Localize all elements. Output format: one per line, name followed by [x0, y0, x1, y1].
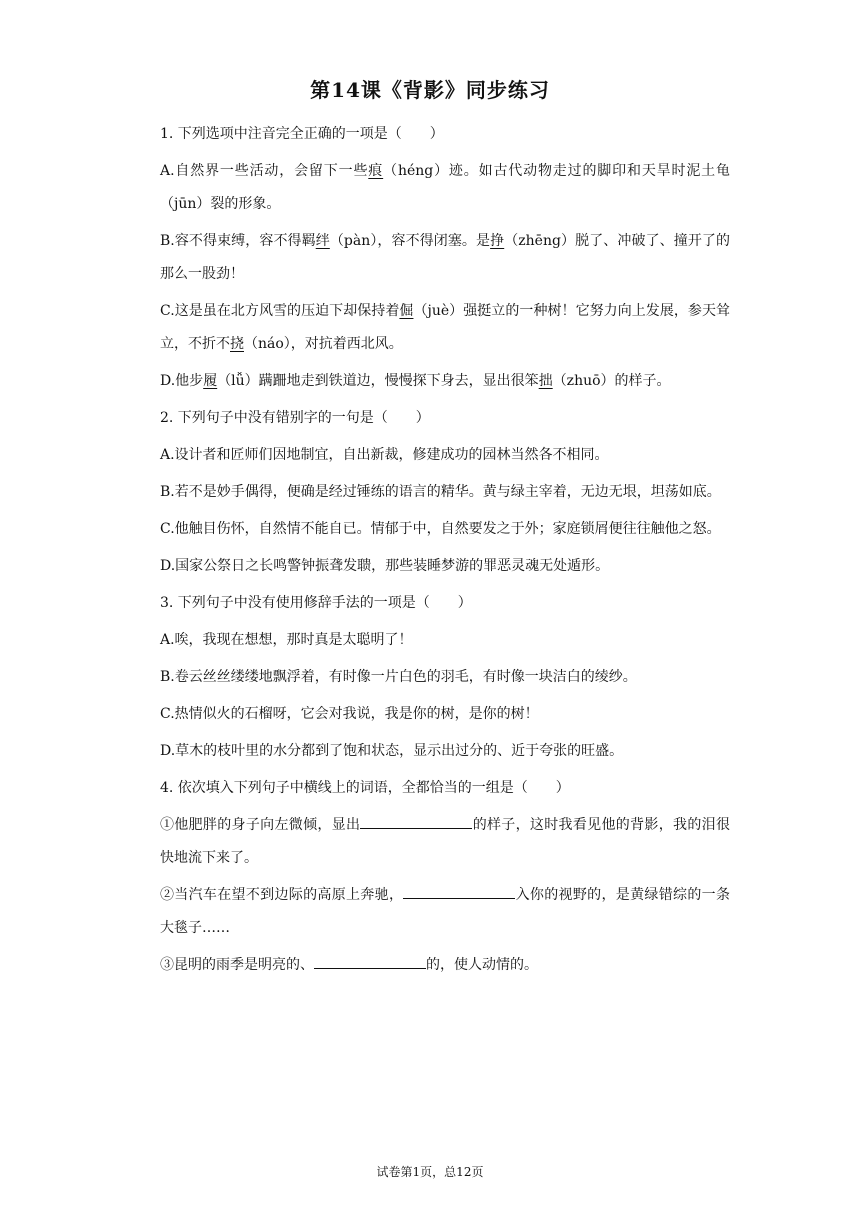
question-2-option-d: D.国家公祭日之长鸣警钟振聋发聩，那些装睡梦游的罪恶灵魂无处遁形。 — [160, 558, 610, 574]
question-4-sentence-3: ③昆明的雨季是明亮的、 的，使人动情的。 — [160, 949, 730, 982]
question-1-stem: 1. 下列选项中注音完全正确的一项是（ ） — [160, 126, 444, 142]
question-2-option-a: A.设计者和匠师们因地制宜，自出新裁，修建成功的园林当然各不相同。 — [160, 447, 609, 463]
fill-blank — [314, 954, 426, 969]
page-title: 第14课《背影》同步练习 — [310, 78, 550, 102]
question-3-option-b: B.卷云丝丝缕缕地飘浮着，有时像一片白色的羽毛，有时像一块洁白的绫纱。 — [160, 669, 637, 685]
question-1-option-a: A.自然界一些活动，会留下一些痕（héng）迹。如古代动物走过的脚印和天旱时泥土龟（jūn）裂的形象。 — [160, 163, 731, 212]
question-3-stem: 3. 下列句子中没有使用修辞手法的一项是（ ） — [160, 595, 472, 611]
fill-blank — [360, 814, 472, 829]
question-4-sentence-2: ②当汽车在望不到边际的高原上奔驰， 入你的视野的，是黄绿错综的一条大毯子…… — [160, 879, 730, 945]
question-list — [160, 118, 730, 986]
question-1-option-b: B.容不得束缚，容不得羁绊（pàn），容不得闭塞。是挣（zhēng）脱了、冲破了、撞开了的那么一股劲！ — [160, 233, 731, 282]
question-1-option-c: C.这是虽在北方风雪的压迫下却保持着倔（juè）强挺立的一种树！它努力向上发展，参天耸立，不折不挠（náo），对抗着西北风。 — [160, 303, 730, 352]
question-4-stem: 4. 依次填入下列句子中横线上的词语，全都恰当的一组是（ ） — [160, 780, 570, 796]
question-2-option-b: B.若不是妙手偶得，便确是经过锤练的语言的精华。黄与绿主宰着，无边无垠，坦荡如底。 — [160, 484, 721, 500]
fill-blank — [403, 884, 515, 899]
question-3-option-c: C.热情似火的石榴呀，它会对我说，我是你的树，是你的树！ — [160, 706, 539, 722]
question-1-option-d: D.他步履（lǚ）蹒跚地走到铁道边，慢慢探下身去，显出很笨拙（zhuō）的样子。 — [160, 373, 671, 389]
question-3-option-a: A.唉，我现在想想，那时真是太聪明了！ — [160, 632, 413, 648]
question-2-stem: 2. 下列句子中没有错别字的一句是（ ） — [160, 410, 430, 426]
question-4-sentence-1: ①他肥胖的身子向左微倾，显出 的样子，这时我看见他的背影，我的泪很快地流下来了。 — [160, 809, 730, 875]
question-2-option-c: C.他触目伤怀，自然情不能自已。情郁于中，自然要发之于外；家庭锁屑便往往触他之怒。 — [160, 521, 721, 537]
page-footer: 试卷第1页，总12页 — [376, 1165, 484, 1179]
question-3-option-d: D.草木的枝叶里的水分都到了饱和状态，显示出过分的、近于夸张的旺盛。 — [160, 743, 624, 759]
